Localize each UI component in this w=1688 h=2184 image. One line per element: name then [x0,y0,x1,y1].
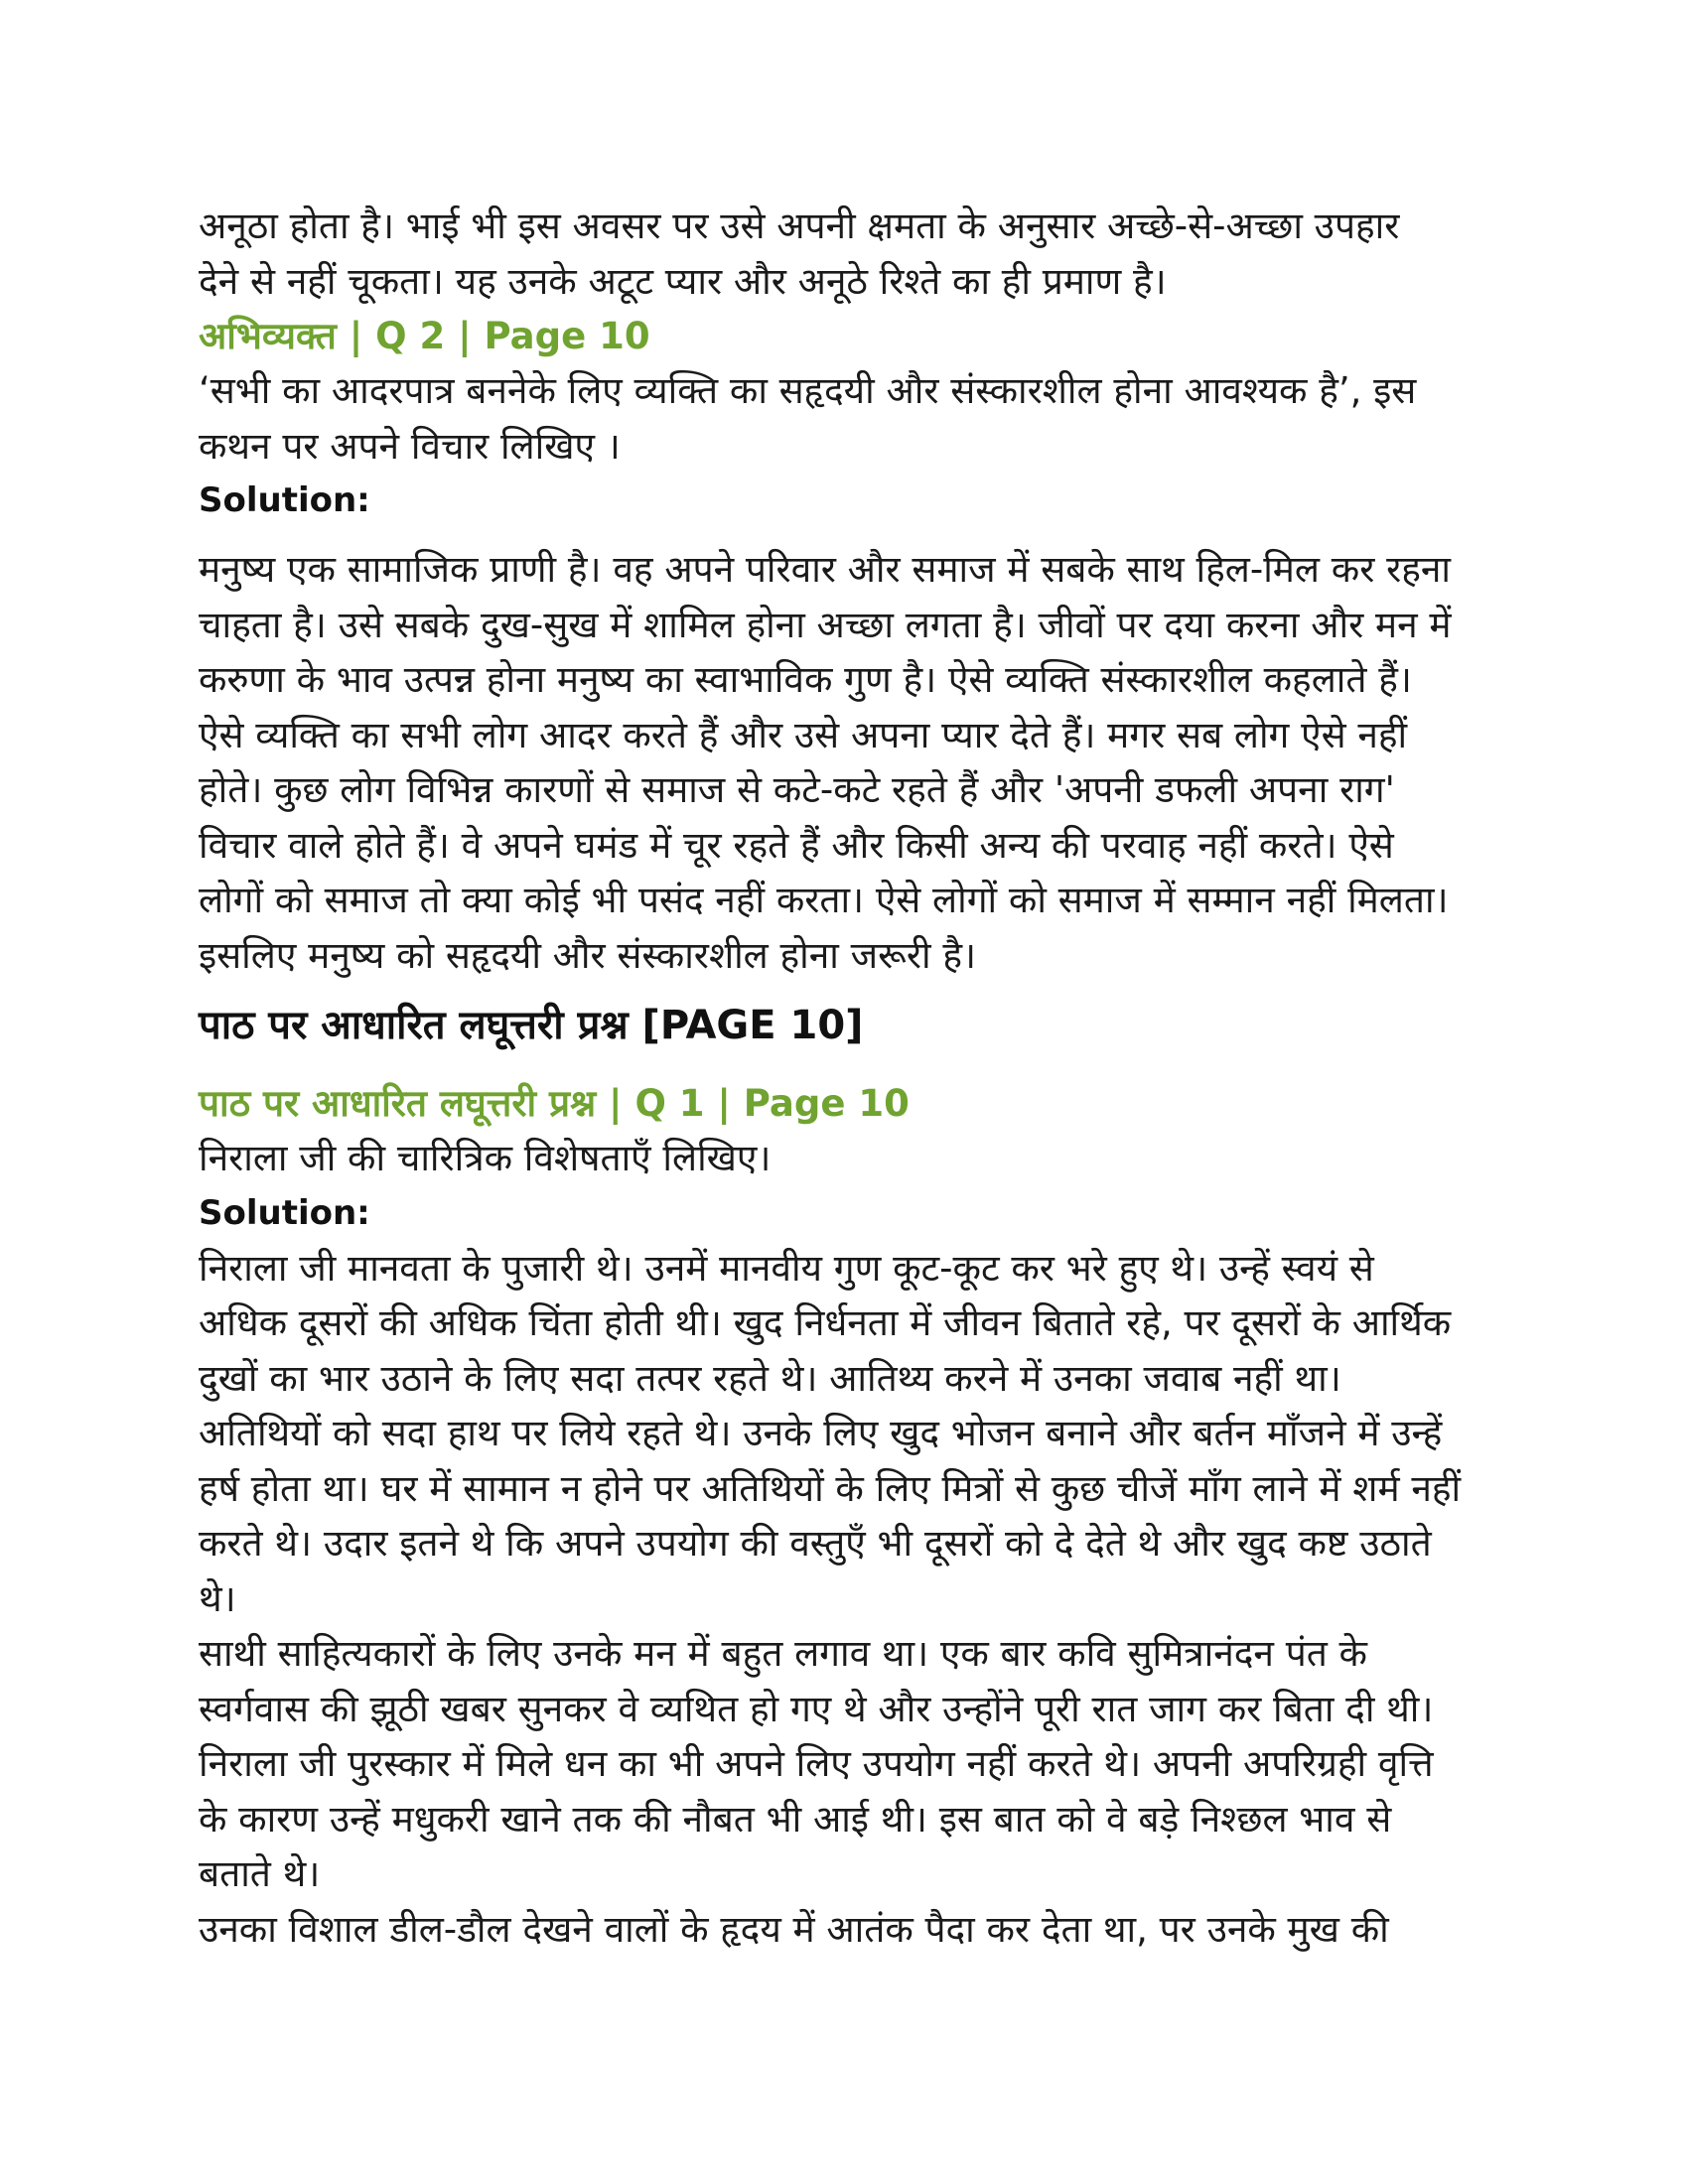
q1-answer-line: बताते थे। [199,1852,321,1895]
q1-solution-label: Solution: [199,1192,370,1233]
q2-answer [199,542,1509,983]
q2-question-line: कथन पर अपने विचार लिखिए । [199,424,621,468]
q2-answer-line: इसलिए मनुष्य को सहृदयी और संस्कारशील होना जरूरी है। [199,933,976,977]
intro-paragraph [199,199,1509,309]
intro-line: देने से नहीं चूकता। यह उनके अटूट प्यार और अनूठे रिश्ते का ही प्रमाण है। [199,259,1167,303]
q1-answer-line: हर्ष होता था। घर में सामान न होने पर अतिथियों के लिए मित्रों से कुछ चीजें माँग लाने में शर्म नहीं [199,1466,1462,1510]
q1-answer [199,1241,1509,1958]
q1-answer-line: निराला जी मानवता के पुजारी थे। उनमें मानवीय गुण कूट-कूट कर भरे हुए थे। उन्हें स्वयं से [199,1246,1374,1290]
q1-answer-line: स्वर्गवास की झूठी खबर सुनकर वे व्यथित हो गए थे और उन्होंने पूरी रात जाग कर बिता दी थी। [199,1687,1434,1730]
q2-heading: अभिव्यक्त | Q 2 | Page 10 [199,315,650,357]
document-page [199,199,1509,1957]
q1-answer-line: उनका विशाल डील-डौल देखने वालों के हृदय में आतंक पैदा कर देता था, पर उनके मुख की [199,1907,1389,1951]
intro-line: अनूठा होता है। भाई भी इस अवसर पर उसे अपनी क्षमता के अनुसार अच्छे-से-अच्छा उपहार [199,205,1400,247]
section-heading: पाठ पर आधारित लघूत्तरी प्रश्न [PAGE 10] [199,1003,864,1048]
q1-answer-line: अधिक दूसरों की अधिक चिंता होती थी। खुद निर्धनता में जीवन बिताते रहे, पर दूसरों के आर्थिक [199,1301,1452,1344]
q1-answer-line: के कारण उन्हें मधुकरी खाने तक की नौबत भी आई थी। इस बात को वे बड़े निश्छल भाव से [199,1797,1392,1841]
q2-answer-line: चाहता है। उसे सबके दुख-सुख में शामिल होना अच्छा लगता है। जीवों पर दया करना और मन में [199,603,1452,646]
q2-answer-line: ऐसे व्यक्ति का सभी लोग आदर करते हैं और उसे अपना प्यार देते हैं। मगर सब लोग ऐसे नहीं [199,713,1408,756]
q2-answer-line: विचार वाले होते हैं। वे अपने घमंड में चूर रहते हैं और किसी अन्य की परवाह नहीं करते। ऐसे [199,823,1394,867]
q1-answer-line: करते थे। उदार इतने थे कि अपने उपयोग की वस्तुएँ भी दूसरों को दे देते थे और खुद कष्ट उठाते [199,1522,1432,1565]
q1-question [199,1131,1509,1186]
q2-question-line: ‘सभी का आदरपात्र बननेके लिए व्यक्ति का सहृदयी और संस्कारशील होना आवश्यक है’, इस [199,369,1417,412]
q1-answer-line: दुखों का भार उठाने के लिए सदा तत्पर रहते थे। आतिथ्य करने में उनका जवाब नहीं था। [199,1356,1341,1400]
q1-answer-line: थे। [199,1576,236,1620]
q2-question [199,363,1509,474]
q2-solution-label: Solution: [199,480,370,520]
q2-answer-line: होते। कुछ लोग विभिन्न कारणों से समाज से कटे-कटे रहते हैं और 'अपनी डफली अपना राग' [199,768,1395,811]
q1-answer-line: साथी साहित्यकारों के लिए उनके मन में बहुत लगाव था। एक बार कवि सुमित्रानंदन पंत के [199,1632,1367,1675]
q2-answer-line: लोगों को समाज तो क्या कोई भी पसंद नहीं करता। ऐसे लोगों को समाज में सम्मान नहीं मिलता। [199,879,1449,921]
q1-question-line: निराला जी की चारित्रिक विशेषताएँ लिखिए। [199,1137,772,1179]
q2-answer-line: करुणा के भाव उत्पन्न होना मनुष्य का स्वाभाविक गुण है। ऐसे व्यक्ति संस्कारशील कहलाते हैं। [199,658,1412,701]
q2-answer-line: मनुष्य एक सामाजिक प्राणी है। वह अपने परिवार और समाज में सबके साथ हिल-मिल कर रहना [199,548,1451,591]
q1-heading: पाठ पर आधारित लघूत्तरी प्रश्न | Q 1 | Page 10 [199,1082,910,1125]
q1-answer-line: निराला जी पुरस्कार में मिले धन का भी अपने लिए उपयोग नहीं करते थे। अपनी अपरिग्रही वृत्ति [199,1742,1434,1785]
q1-answer-line: अतिथियों को सदा हाथ पर लिये रहते थे। उनके लिए खुद भोजन बनाने और बर्तन माँजने में उन्हें [199,1412,1443,1454]
